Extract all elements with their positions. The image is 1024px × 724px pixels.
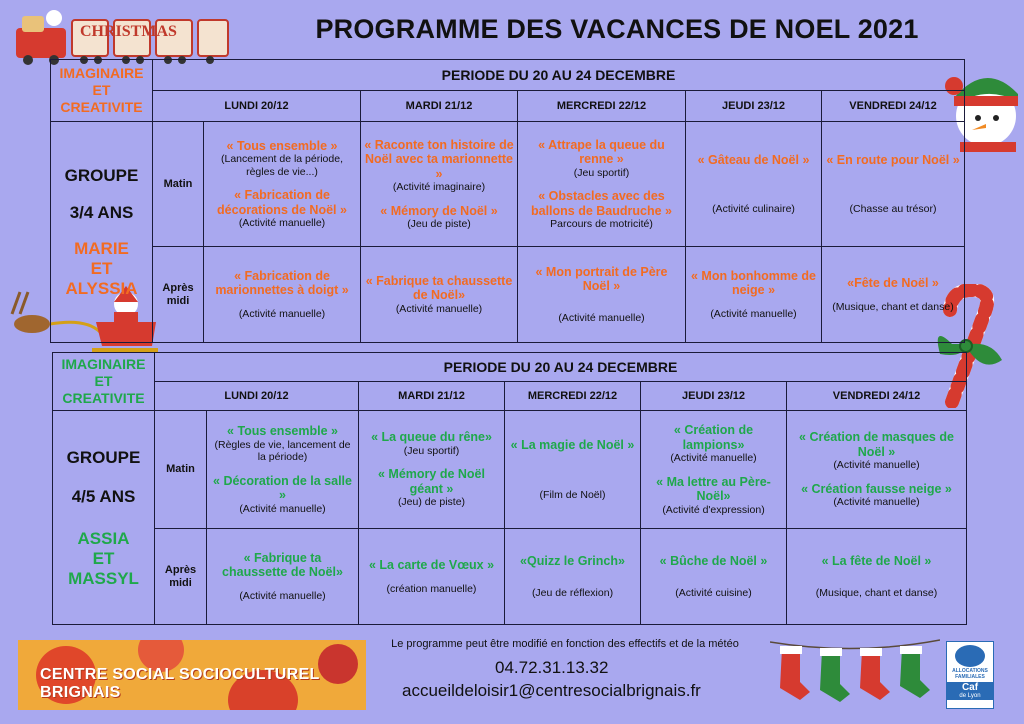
day-header-mercredi: MERCREDI 22/12 — [518, 91, 686, 122]
christmas-train-icon — [14, 6, 232, 66]
activity-note: (Musique, chant et danse) — [815, 586, 938, 599]
activity-title: « La queue du rêne» — [371, 430, 492, 445]
apres-cell-lundi — [207, 529, 359, 625]
slot-label-apres-midi — [153, 247, 204, 343]
group-name: ASSIA — [77, 528, 130, 548]
activity-note: (Activité culinaire) — [712, 203, 795, 215]
caf-emblem-icon — [955, 645, 985, 667]
programme-table-3-4-ans — [50, 59, 965, 343]
activity-title: « La magie de Noël » — [510, 438, 635, 452]
activity-title: « La carte de Vœux » — [368, 558, 495, 572]
group-name: ALYSSIA — [65, 279, 138, 298]
day-header-lundi: LUNDI 20/12 — [153, 91, 361, 122]
activity-title: « Décoration de la salle » — [213, 473, 352, 502]
activity-note: (Activité manuelle) — [238, 307, 326, 320]
activity-title: « Tous ensemble » — [226, 138, 338, 153]
activity-title: « Création de lampions» — [673, 423, 754, 452]
activity-note: (Jeu de piste) — [407, 218, 471, 230]
group-label: GROUPE — [66, 447, 141, 467]
matin-cell-mercredi — [505, 411, 641, 529]
activity-title: « Création fausse neige » — [801, 481, 952, 496]
activity-title: « Création de masques de Noël » — [799, 430, 954, 459]
group-label: GROUPE — [64, 166, 139, 185]
email-address: accueildeloisir1@centresocialbrignais.fr — [402, 681, 701, 700]
day-header-vendredi: VENDREDI 24/12 — [787, 382, 967, 411]
matin-cell-mercredi — [518, 122, 686, 247]
activity-note: (Activité imaginaire) — [392, 181, 486, 193]
activity-title: « Mémory de Noël géant » — [378, 467, 485, 496]
programme-disclaimer: Le programme peut être modifié en fonction des effectifs et de la météo — [391, 638, 739, 650]
apres-cell-lundi — [204, 247, 361, 343]
apres-cell-mercredi — [505, 529, 641, 625]
activity-note: (Chasse au trésor) — [849, 203, 937, 215]
activity-title: « Attrape la queue du renne » — [538, 137, 665, 166]
activity-title: « La fête de Noël » — [821, 554, 932, 568]
activity-note: (Jeu) de piste) — [397, 496, 466, 509]
activity-note: Parcours de motricité) — [550, 218, 653, 230]
matin-cell-mardi — [359, 411, 505, 529]
activity-title: « Tous ensemble » — [227, 424, 338, 438]
group-name: MASSYL — [68, 568, 139, 588]
day-header-mardi: MARDI 21/12 — [361, 91, 518, 122]
activity-title: « Fabrique ta chaussette de Noël» — [222, 550, 343, 580]
slot-label-matin: Matin — [155, 411, 207, 529]
activity-note: (Jeu sportif) — [403, 444, 460, 457]
banner-text: CENTRE SOCIAL SOCIOCULTUREL BRIGNAIS — [40, 666, 320, 701]
phone-number: 04.72.31.13.32 — [495, 658, 609, 677]
activity-title: « Raconte ton histoire de Noël avec ta marionnette » — [364, 137, 514, 181]
activity-note: (Activité manuelle) — [239, 589, 326, 602]
day-header-jeudi: JEUDI 23/12 — [686, 91, 822, 122]
slot-label-line: midi — [166, 294, 190, 307]
periode-header: PERIODE DU 20 AU 24 DECEMBRE — [155, 353, 967, 382]
slot-label-matin: Matin — [153, 122, 204, 247]
christmas-stockings-icon — [770, 636, 940, 708]
activity-note: (Activité manuelle) — [833, 496, 920, 509]
theme-label: IMAGINAIRE ET CREATIVITE — [53, 353, 155, 411]
activity-title: « Obstacles avec des ballons de Baudruche » — [530, 189, 672, 218]
caf-label: ALLOCATIONS — [952, 668, 988, 674]
apres-cell-jeudi — [686, 247, 822, 343]
apres-cell-jeudi — [641, 529, 787, 625]
activity-note: (Activité manuelle) — [833, 459, 920, 472]
caf-logo — [946, 641, 994, 709]
activity-title: « Fabrique ta chaussette de Noël» — [365, 273, 513, 303]
matin-cell-vendredi — [822, 122, 965, 247]
matin-cell-vendredi — [787, 411, 967, 529]
activity-title: « Ma lettre au Père-Noël» — [656, 474, 771, 503]
slot-label-line: Après — [162, 281, 194, 294]
day-header-mercredi: MERCREDI 22/12 — [505, 382, 641, 411]
activity-note: (Activité cuisine) — [675, 586, 752, 599]
activity-title: «Fête de Noël » — [847, 276, 939, 290]
group-age: 4/5 ANS — [71, 486, 136, 506]
day-header-jeudi: JEUDI 23/12 — [641, 382, 787, 411]
apres-cell-mardi — [359, 529, 505, 625]
activity-title: « En route pour Noël » — [826, 152, 960, 167]
activity-title: « Mémory de Noël » — [380, 203, 498, 218]
christmas-decor-text: CHRISTMAS — [80, 23, 177, 40]
slot-label-apres-midi — [155, 529, 207, 625]
group-cell — [51, 122, 153, 343]
activity-note: (Activité manuelle) — [558, 311, 645, 324]
page-title: PROGRAMME DES VACANCES DE NOEL 2021 — [315, 14, 919, 44]
matin-cell-lundi — [204, 122, 361, 247]
activity-note: (Règles de vie, lancement de la période) — [214, 438, 351, 463]
activity-note: (Activité d'expression) — [662, 503, 765, 516]
caf-city: de Lyon — [947, 693, 993, 700]
day-header-mardi: MARDI 21/12 — [359, 382, 505, 411]
apres-cell-mardi — [361, 247, 518, 343]
apres-cell-vendredi — [822, 247, 965, 343]
activity-note: (Activité manuelle) — [239, 502, 326, 515]
centre-social-logo-banner — [18, 640, 366, 710]
activity-note: (Activité manuelle) — [670, 452, 757, 464]
theme-label: IMAGINAIRE ET CREATIVITE — [51, 60, 153, 122]
activity-title: « Mon portrait de Père Noël » — [535, 264, 668, 294]
group-age: 3/4 ANS — [69, 203, 134, 222]
activity-title: «Quizz le Grinch» — [520, 554, 625, 568]
activity-title: « Fabrication de marionnettes à doigt » — [215, 268, 349, 298]
caf-brand: Caf — [947, 682, 993, 693]
activity-title: « Mon bonhomme de neige » — [691, 268, 816, 298]
slot-label-line: midi — [169, 576, 192, 589]
matin-cell-lundi — [207, 411, 359, 529]
slot-label-line: Après — [164, 563, 197, 576]
matin-cell-jeudi — [641, 411, 787, 529]
group-name-connector: ET — [90, 259, 113, 278]
activity-title: « Fabrication de décorations de Noël » — [217, 188, 347, 217]
activity-note: (création manuelle) — [386, 582, 477, 595]
activity-note: (Film de Noël) — [539, 488, 606, 501]
group-name: MARIE — [74, 239, 129, 258]
group-cell — [53, 411, 155, 625]
activity-note: (Jeu sportif) — [573, 166, 630, 179]
periode-header: PERIODE DU 20 AU 24 DECEMBRE — [153, 60, 965, 91]
day-header-vendredi: VENDREDI 24/12 — [822, 91, 965, 122]
activity-note: (Jeu de réflexion) — [531, 586, 614, 599]
activity-note: (Activité manuelle) — [238, 217, 326, 229]
activity-title: « Bûche de Noël » — [659, 554, 768, 568]
matin-cell-mardi — [361, 122, 518, 247]
activity-note: (Musique, chant et danse) — [832, 300, 954, 313]
activity-note: (Activité manuelle) — [710, 307, 797, 320]
activity-note: (Activité manuelle) — [395, 302, 483, 315]
group-name-connector: ET — [92, 548, 115, 568]
programme-table-4-5-ans — [52, 352, 967, 625]
day-header-lundi: LUNDI 20/12 — [155, 382, 359, 411]
apres-cell-vendredi — [787, 529, 967, 625]
caf-label: FAMILIALES — [955, 674, 985, 680]
activity-note: (Lancement de la période, règles de vie...) — [221, 153, 343, 178]
matin-cell-jeudi — [686, 122, 822, 247]
activity-title: « Gâteau de Noël » — [697, 152, 810, 167]
apres-cell-mercredi — [518, 247, 686, 343]
